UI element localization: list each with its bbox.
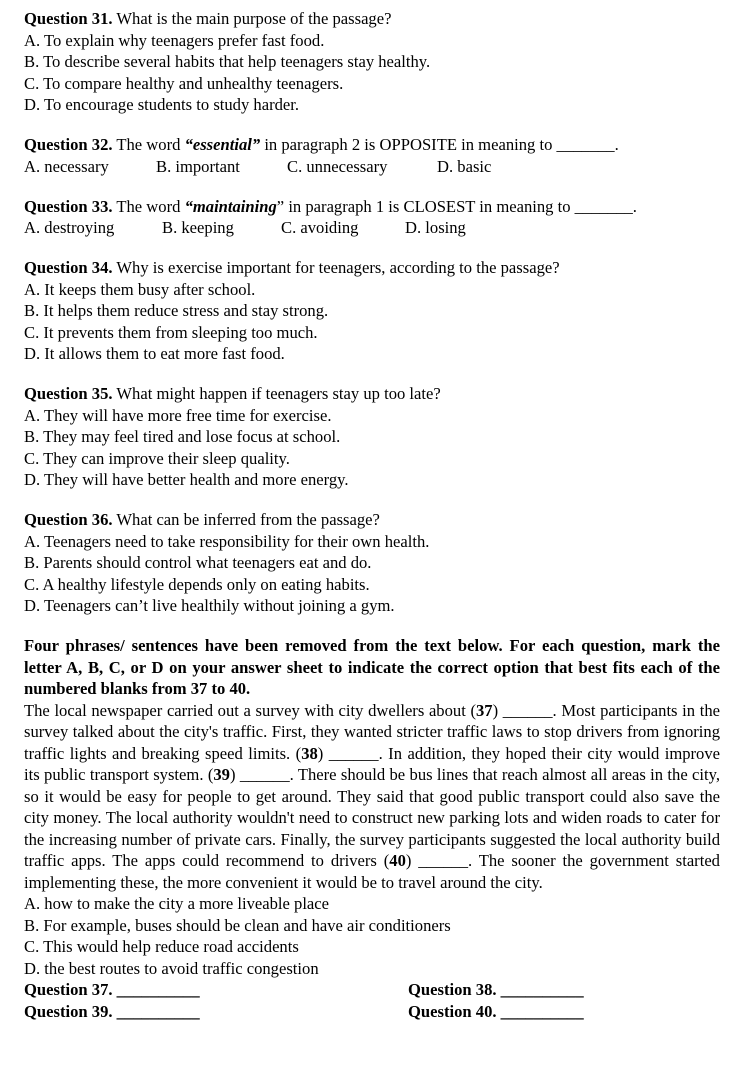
option-b: B. important [156,156,240,176]
option-c: C. A healthy lifestyle depends only on eating habits. [24,574,370,594]
question-number: Question 31. [24,9,113,28]
passage-text: The local newspaper carried out a survey with city dwellers about ( [24,700,476,720]
question-31-stem [24,8,720,30]
blank-number: 40 [389,851,406,870]
passage-text: ) ______. The sooner the government started implementing these, the more convenient it would be to travel around the city. [24,851,720,892]
answer-line-37: Question 37. __________ [24,980,200,999]
option-a: A. Teenagers need to take responsibility for their own health. [24,531,430,551]
question-32-stem [24,134,720,156]
key-word: “maintaining [184,196,277,216]
option-d: D. basic [437,156,492,176]
option-a: A. how to make the city a more liveable place [24,894,330,913]
question-number: Question 33. [24,196,113,216]
question-35-stem [24,383,720,405]
question-text: What might happen if teenagers stay up too late? [112,384,441,403]
question-36-stem [24,509,720,531]
option-c: C. They can improve their sleep quality. [24,448,290,468]
question-33-stem [24,196,720,218]
option-d: D. To encourage students to study harder. [24,95,300,114]
question-text: in paragraph 1 is CLOSEST in meaning to _______. [284,196,637,216]
option-c: C. To compare healthy and unhealthy teenagers. [24,73,344,93]
question-text: in paragraph 2 is OPPOSITE in meaning to _______. [260,135,619,154]
option-b: B. They may feel tired and lose focus at school. [24,427,341,446]
quote-mark: ” [276,196,285,216]
cloze-passage [24,700,720,894]
option-b: B. Parents should control what teenagers eat and do. [24,553,372,572]
blank-number: 39 [213,765,230,784]
option-a: A. destroying [24,218,115,237]
answer-line-39: Question 39. __________ [24,1001,200,1021]
options-row [24,156,720,178]
option-b: B. To describe several habits that help teenagers stay healthy. [24,52,431,71]
question-number: Question 35. [24,384,113,403]
option-a: A. To explain why teenagers prefer fast food. [24,30,325,50]
question-text: The word [112,135,185,154]
question-33 [24,196,720,239]
blank-number: 38 [301,743,318,763]
option-a: A. They will have more free time for exercise. [24,405,332,425]
answer-lines [24,979,720,1022]
option-d: D. losing [405,218,466,237]
question-number: Question 32. [24,135,113,154]
question-number: Question 34. [24,258,113,277]
options-row [24,217,720,239]
question-text: What can be inferred from the passage? [112,510,380,529]
option-d: D. Teenagers can’t live healthily without joining a gym. [24,596,395,615]
question-text: Why is exercise important for teenagers, according to the passage? [112,258,560,277]
question-text: What is the main purpose of the passage? [112,9,392,28]
question-34 [24,257,720,365]
option-d: D. They will have better health and more energy. [24,470,349,489]
option-c: C. avoiding [281,218,359,237]
question-34-stem [24,257,720,279]
option-a: A. It keeps them busy after school. [24,279,256,299]
question-35 [24,383,720,491]
question-32 [24,134,720,177]
key-word: “essential” [184,135,261,154]
question-number: Question 36. [24,510,113,529]
option-c: C. This would help reduce road accidents [24,937,299,956]
question-36 [24,509,720,617]
section-instructions: Four phrases/ sentences have been removed from the text below. For each question, mark the letter A, B, C, or D on your answer sheet to indicate the correct option that best fits each of the numbered blanks from 37 to 40. [24,636,720,698]
option-a: A. necessary [24,156,109,176]
option-d: D. the best routes to avoid traffic congestion [24,958,319,978]
option-c: C. It prevents them from sleeping too much. [24,322,318,342]
question-31 [24,8,720,116]
option-c: C. unnecessary [287,156,388,176]
option-b: B. keeping [162,218,234,237]
answer-line-40: Question 40. __________ [408,1001,584,1021]
answer-line-38: Question 38. __________ [408,980,584,999]
option-b: B. For example, buses should be clean and have air conditioners [24,915,451,935]
question-text: The word [112,196,185,216]
option-b: B. It helps them reduce stress and stay strong. [24,301,329,320]
passage-text: ) ______. In addition, they hoped their city would improve its public transport system. ( [24,743,721,784]
option-d: D. It allows them to eat more fast food. [24,344,285,363]
passage-text: ) ______. Most participants in the survey talked about the city's traffic. First, they wanted stricter traffic laws to stop drivers from ignoring traffic lights and breaking speed limits. ( [24,700,720,763]
blank-number: 37 [475,700,493,720]
passage-text: ) ______. There should be bus lines that reach almost all areas in the city, so it would be easy for people to get around. They said that good public transport could also save the city money. The local authority wouldn't need to construct new parking lots and widen roads to cater for the increasing number of private cars. Finally, the survey participants suggested the local authority build traffic apps. The apps could recommend to drivers ( [24,765,720,870]
